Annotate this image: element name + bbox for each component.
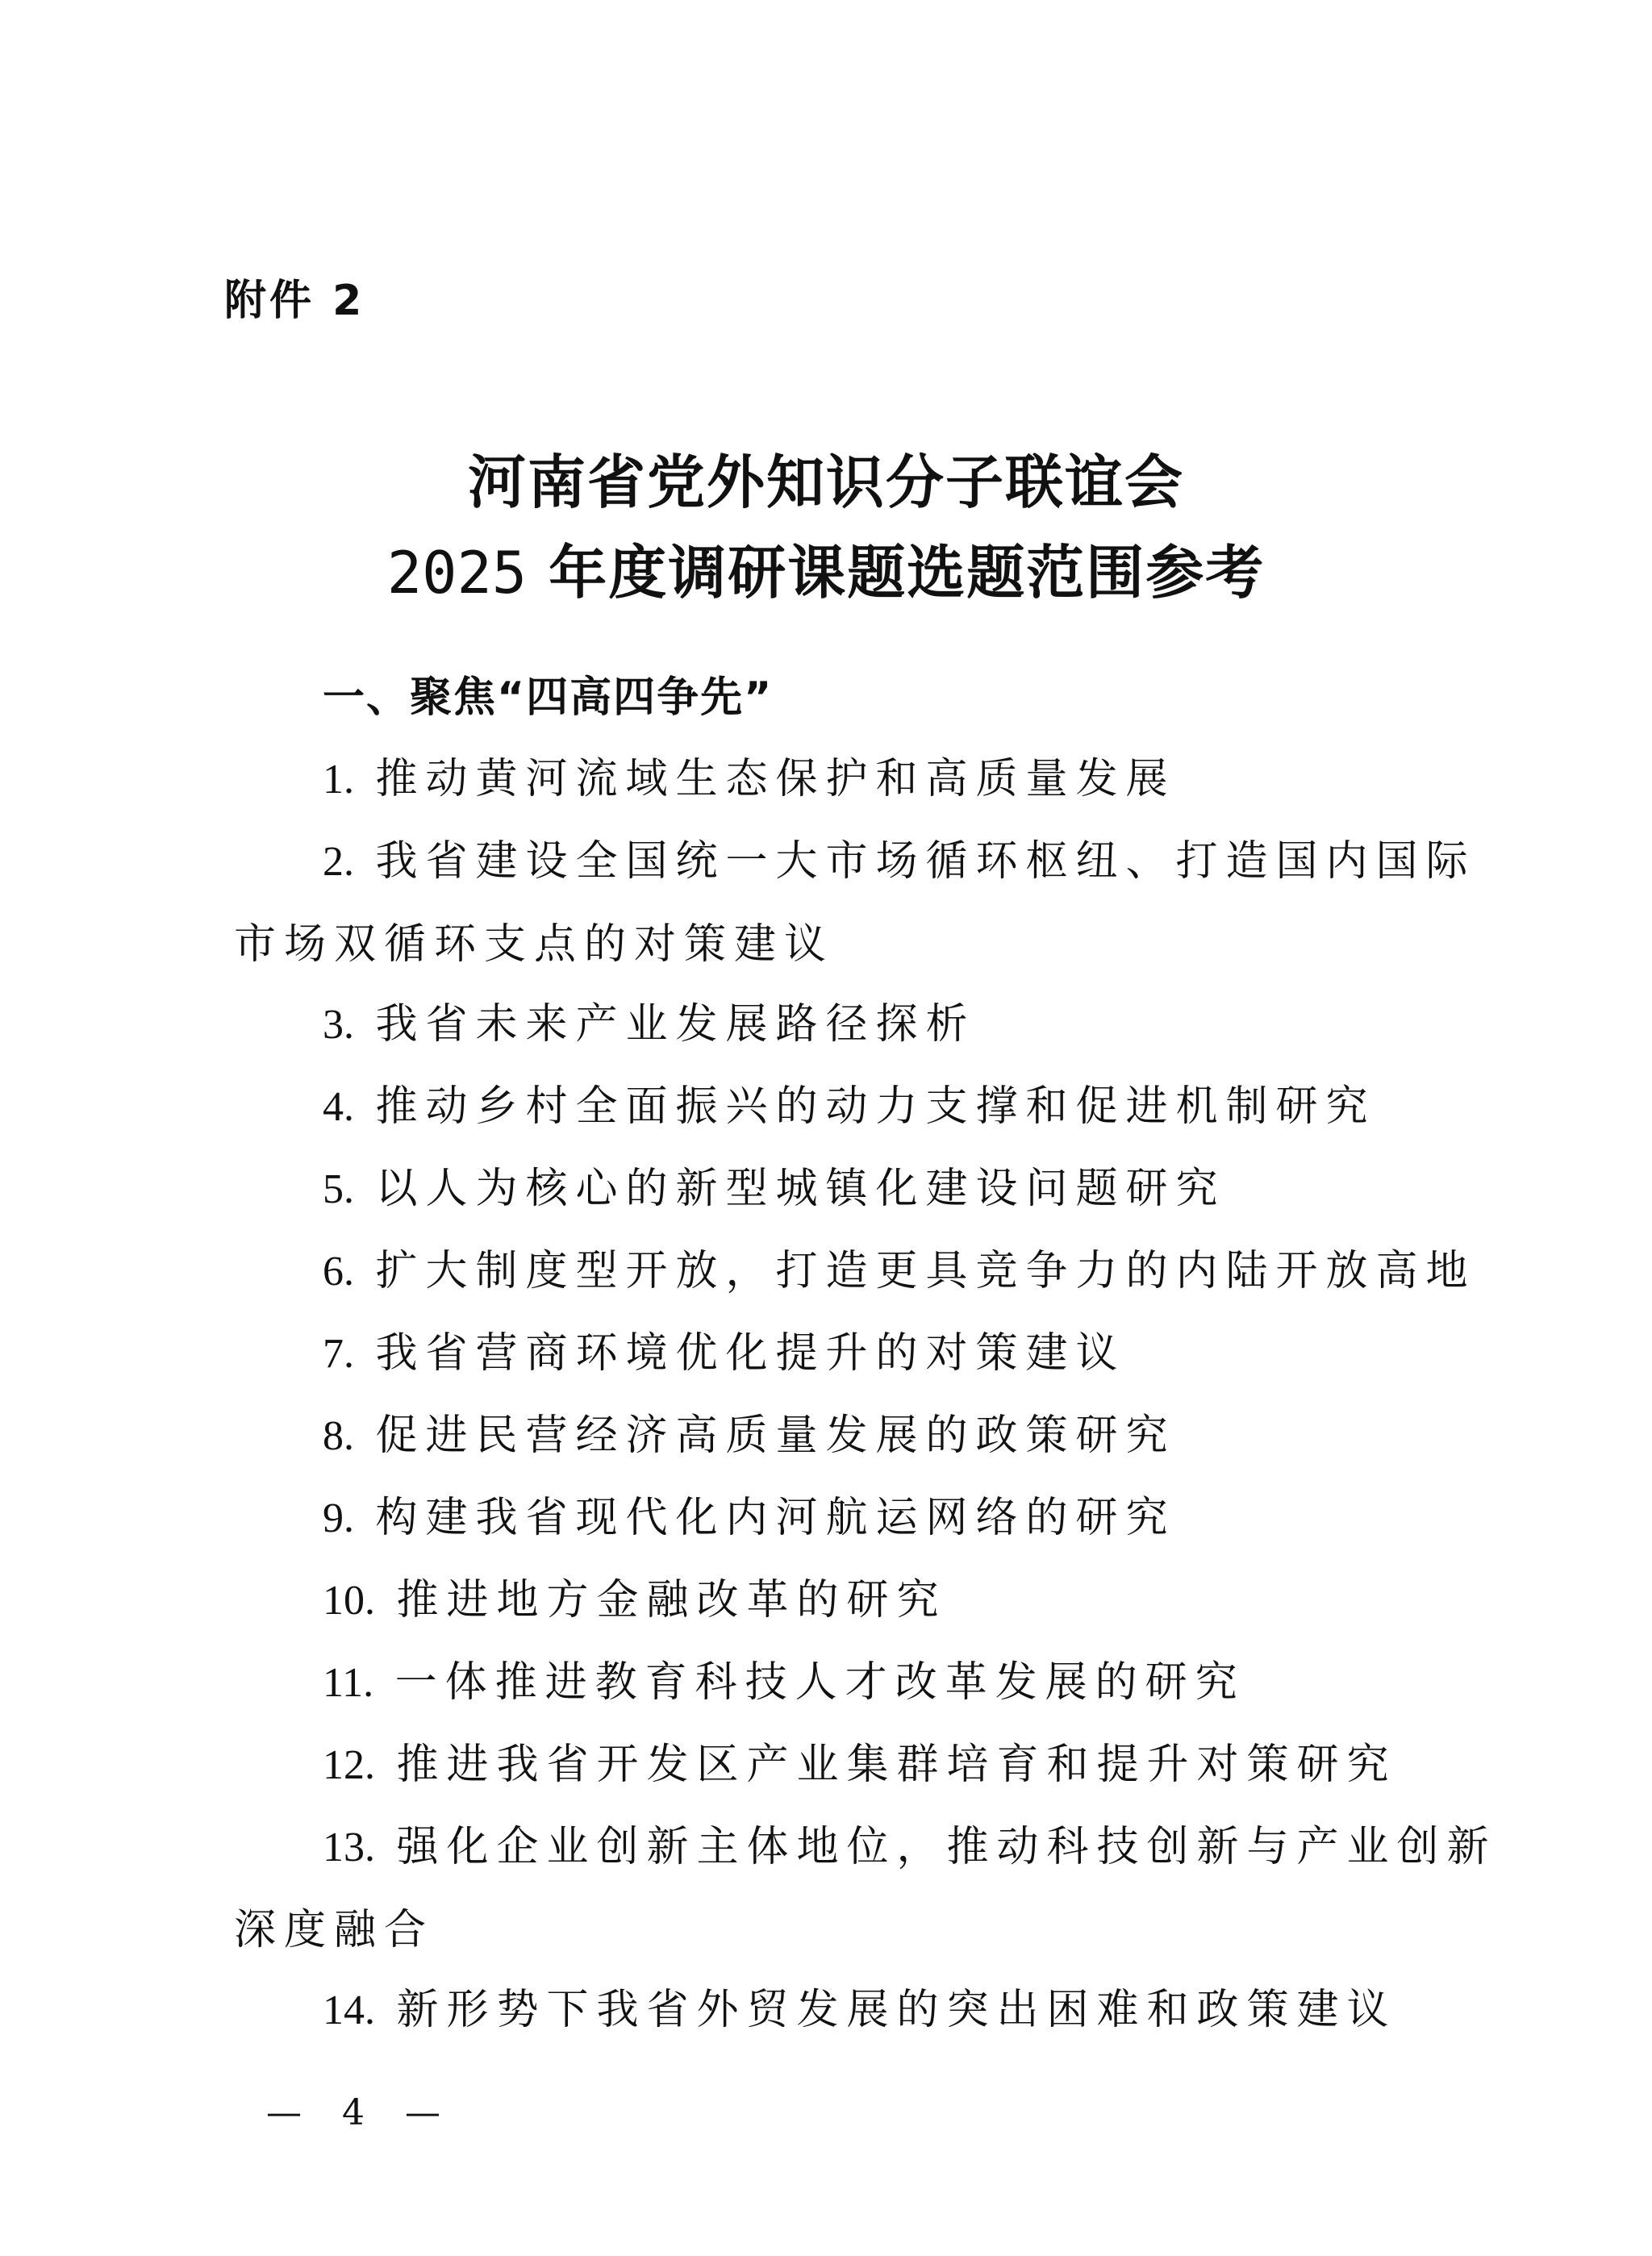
list-item-number: 6. [323,1249,354,1295]
list-item-text: 推进地方金融改革的研究 [396,1576,947,1624]
list-item [234,1641,1436,1724]
page-number: — 4 — [266,2092,455,2133]
list-item-line [234,1065,1436,1149]
list-item [234,738,1436,821]
title-year: 2025 [386,539,528,607]
document-title-line-1: 河南省党外知识分子联谊会 [467,448,1184,516]
list-item [234,1230,1476,1313]
list-item-text: 我省建设全国统一大市场循环枢纽、打造国内国际 [375,837,1476,886]
list-item [234,1148,1436,1231]
list-item-line [234,1395,1436,1478]
list-item-number: 12. [323,1742,375,1788]
list-item-text: 强化企业创新主体地位，推动科技创新与产业创新 [396,1823,1497,1871]
list-item-number: 14. [323,1987,375,2033]
list-item-text: 促进民营经济高质量发展的政策研究 [375,1412,1176,1460]
list-item-line [234,1230,1476,1313]
list-item [234,1969,1436,2052]
list-item-text: 推动黄河流域生态保护和高质量发展 [375,755,1176,803]
list-item-text: 扩大制度型开放，打造更具竞争力的内陆开放高地 [375,1247,1476,1295]
list-item-line [234,1724,1436,1807]
list-item-line [234,1559,1436,1642]
list-item-line [234,1641,1436,1724]
list-item-continuation: 市场双循环支点的对策建议 [234,920,835,969]
list-item-number: 3. [323,1002,354,1048]
list-item-number: 2. [323,839,354,885]
list-item-number: 7. [323,1331,354,1377]
list-item-number: 11. [323,1660,374,1706]
list-item-text: 构建我省现代化内河航运网络的研究 [375,1494,1176,1542]
list-item-text: 我省未来产业发展路径探析 [375,1000,976,1049]
list-item [234,1806,1497,1971]
list-item-line [234,1969,1436,2052]
list-item [234,1724,1436,1807]
list-item-text: 以人为核心的新型城镇化建设问题研究 [375,1165,1226,1213]
list-item [234,1559,1436,1642]
list-item-text: 我省营商环境优化提升的对策建议 [375,1329,1126,1378]
list-item-number: 9. [323,1495,354,1541]
list-item-continuation: 深度融合 [234,1906,435,1954]
list-item-number: 8. [323,1413,354,1459]
section-heading: 一、聚焦“四高四争先” [323,673,774,722]
list-item [234,1477,1436,1560]
list-item-text: 一体推进教育科技人才改革发展的研究 [394,1658,1245,1707]
list-item [234,983,1436,1066]
list-item-line [234,738,1436,821]
list-item-line [234,1148,1436,1231]
list-item-number: 10. [323,1578,375,1624]
list-item [234,820,1476,986]
list-item [234,1312,1436,1395]
list-item [234,1065,1436,1149]
title-line-2-text: 年度调研课题选题范围参考 [549,539,1266,607]
list-item-line [234,983,1436,1066]
list-item-number: 1. [323,757,354,803]
list-item-number: 13. [323,1824,375,1870]
list-item-number: 5. [323,1166,354,1212]
list-item-line [234,1806,1497,1889]
list-item-line [234,820,1476,903]
list-item-text: 新形势下我省外贸发展的突出困难和政策建议 [396,1986,1397,2034]
list-item [234,1395,1436,1478]
document-title-line-2 [0,526,1652,610]
list-item-line [234,1312,1436,1395]
attachment-label: 附件 2 [224,277,365,325]
list-item-text: 推进我省开发区产业集群培育和提升对策研究 [396,1741,1397,1789]
list-item-line [234,1477,1436,1560]
list-item-number: 4. [323,1084,354,1130]
list-item-text: 推动乡村全面振兴的动力支撑和促进机制研究 [375,1082,1376,1131]
